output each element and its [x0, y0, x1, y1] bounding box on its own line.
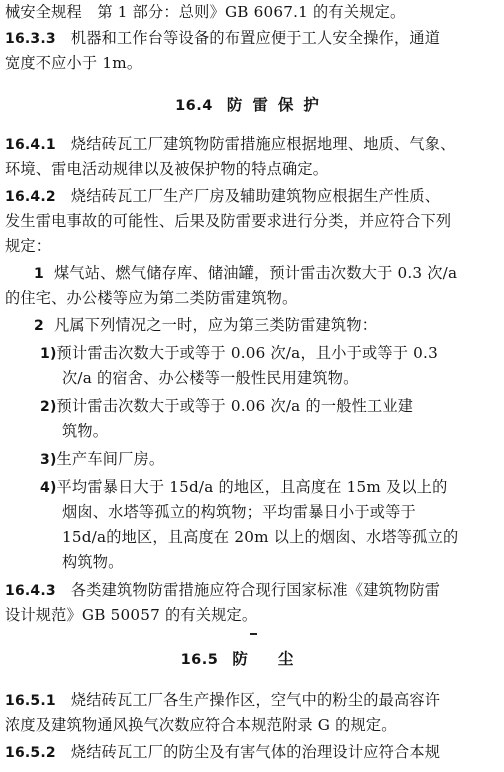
sub-item-text: 平均雷暴日大于 15d/a 的地区，且高度在 15m 及以上的	[56, 478, 448, 496]
list-item-1	[34, 263, 504, 284]
section-title: 防雷保护	[226, 95, 329, 114]
clause-text: 浓度及建筑物通风换气次数应符合本规范附录 G 的规定。	[5, 716, 397, 734]
clause-16-4-2-cont1	[5, 211, 504, 231]
item-text: 的住宅、办公楼等应为第二类防雷建筑物。	[5, 289, 298, 307]
sub-item-1	[40, 343, 504, 364]
clause-16-4-2	[5, 186, 504, 207]
item-number: 2	[34, 318, 44, 334]
clause-16-4-1	[5, 134, 504, 155]
section-title: 防尘	[232, 649, 324, 668]
clause-16-4-1-cont	[5, 159, 504, 179]
sub-item-text: 预计雷击次数大于或等于 0.06 次/a 的一般性工业建	[56, 397, 414, 415]
clause-number: 16.5.1	[5, 693, 56, 709]
clause-number: 16.3.3	[5, 31, 56, 47]
clause-number: 16.4.3	[5, 583, 56, 599]
sub-item-text: 次/a 的宿舍、办公楼等一般性民用建筑物。	[62, 369, 359, 387]
sub-item-4-cont3	[62, 552, 504, 572]
clause-text: 烧结砖瓦工厂建筑物防雷措施应根据地理、地质、气象、	[70, 135, 456, 153]
sub-item-2-cont	[62, 421, 504, 441]
intro-text: 械安全规程 第 1 部分：总则》GB 6067.1 的有关规定。	[5, 3, 406, 21]
list-item-1-cont	[5, 288, 504, 308]
sub-item-1-cont	[62, 368, 504, 388]
clause-16-3-3	[5, 28, 504, 49]
sub-item-number: 2)	[40, 399, 57, 415]
sub-item-4-cont2	[62, 527, 504, 547]
sub-item-2	[40, 396, 504, 417]
clause-16-3-3-cont	[5, 53, 504, 73]
clause-text: 发生雷电事故的可能性、后果及防雷要求进行分类，并应符合下列	[5, 212, 452, 230]
clause-16-5-2	[5, 742, 504, 763]
section-number: 16.5	[180, 652, 219, 668]
clause-16-4-2-cont2	[5, 236, 504, 256]
clause-text: 设计规范》GB 50057 的有关规定。	[5, 606, 258, 624]
sub-item-number: 3)	[40, 452, 57, 468]
sub-item-text: 预计雷击次数大于或等于 0.06 次/a，且小于或等于 0.3	[56, 344, 438, 362]
clause-text: 各类建筑物防雷措施应符合现行国家标准《建筑物防雷	[70, 581, 441, 599]
scan-mark	[250, 633, 257, 635]
clause-text: 机器和工作台等设备的布置应便于工人安全操作，通道	[70, 29, 441, 47]
clause-text: 环境、雷电活动规律以及被保护物的特点确定。	[5, 160, 329, 178]
section-heading-16-4	[0, 94, 504, 117]
clause-text: 宽度不应小于 1m。	[5, 54, 143, 72]
section-number: 16.4	[175, 98, 213, 114]
intro-line	[5, 2, 504, 22]
sub-item-3	[40, 449, 504, 470]
clause-text: 规定：	[5, 237, 52, 255]
sub-item-text: 筑物。	[62, 422, 109, 440]
sub-item-number: 1)	[40, 346, 57, 362]
item-text: 煤气站、燃气储存库、储油罐，预计雷击次数大于 0.3 次/a	[53, 264, 458, 282]
sub-item-text: 15d/a的地区，且高度在 20m 以上的烟囱、水塔等孤立的	[62, 528, 459, 546]
sub-item-number: 4)	[40, 480, 57, 496]
clause-16-5-1-cont	[5, 715, 504, 735]
section-heading-16-5	[0, 648, 504, 671]
sub-item-4	[40, 477, 504, 498]
clause-text: 烧结砖瓦工厂生产厂房及辅助建筑物应根据生产性质、	[70, 187, 441, 205]
clause-text: 烧结砖瓦工厂的防尘及有害气体的治理设计应符合本规	[70, 743, 441, 761]
clause-16-5-1	[5, 690, 504, 711]
clause-number: 16.4.1	[5, 137, 56, 153]
clause-number: 16.5.2	[5, 745, 56, 761]
sub-item-4-cont1	[62, 502, 504, 522]
list-item-2	[34, 315, 504, 336]
item-text: 凡属下列情况之一时，应为第三类防雷建筑物：	[53, 316, 378, 334]
sub-item-text: 构筑物。	[62, 553, 124, 571]
clause-text: 烧结砖瓦工厂各生产操作区，空气中的粉尘的最高容许	[70, 691, 441, 709]
clause-number: 16.4.2	[5, 189, 56, 205]
sub-item-text: 烟囱、水塔等孤立的构筑物；平均雷暴日小于或等于	[62, 503, 416, 521]
item-number: 1	[34, 266, 44, 282]
clause-16-4-3-cont	[5, 605, 504, 625]
sub-item-text: 生产车间厂房。	[56, 450, 165, 468]
clause-16-4-3	[5, 580, 504, 601]
